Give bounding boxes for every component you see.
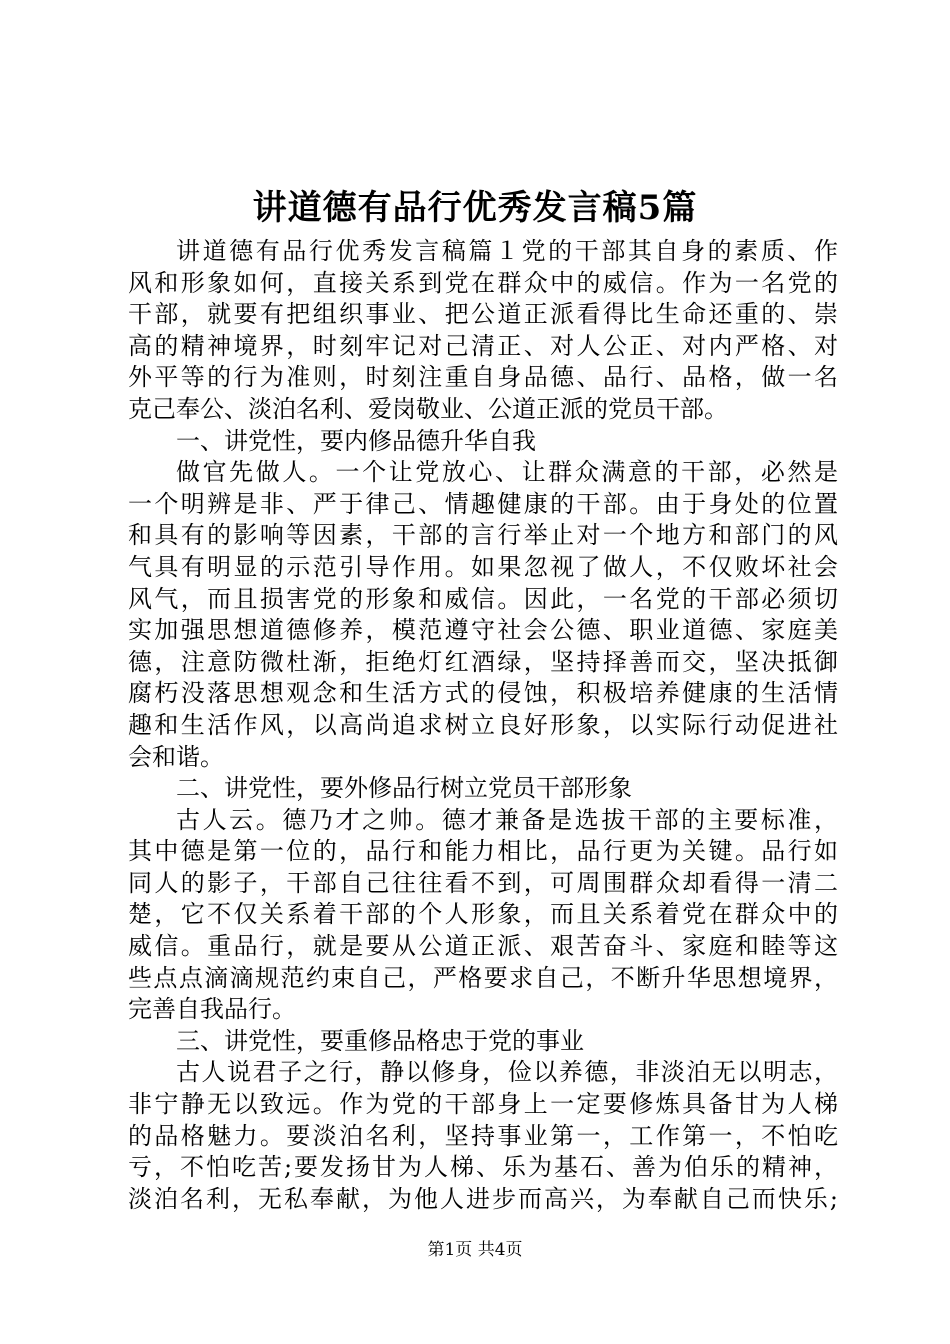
text-line: 淡泊名利，无私奉献，为他人进步而高兴，为奉献自己而快乐; xyxy=(128,1184,838,1213)
document-body xyxy=(128,236,838,1215)
text-line: 三、讲党性，要重修品格忠于党的事业 xyxy=(176,1026,584,1055)
text-line: 完善自我品行。 xyxy=(128,995,296,1024)
text-line: 高的精神境界，时刻牢记对己清正、对人公正、对内严格、对 xyxy=(128,331,838,360)
text-line: 一、讲党性，要内修品德升华自我 xyxy=(176,426,536,455)
text-line: 其中德是第一位的，品行和能力相比，品行更为关键。品行如 xyxy=(128,837,838,866)
document-title: 讲道德有品行优秀发言稿5篇 xyxy=(252,188,698,228)
text-line: 和具有的影响等因素，干部的言行举止对一个地方和部门的风 xyxy=(128,521,838,550)
text-line: 亏，不怕吃苦;要发扬甘为人梯、乐为基石、善为伯乐的精神， xyxy=(128,1153,838,1182)
text-line: 二、讲党性，要外修品行树立党员干部形象 xyxy=(176,774,632,803)
page-footer: 第1页 共4页 xyxy=(427,1240,523,1260)
text-line: 腐朽没落思想观念和生活方式的侵蚀，积极培养健康的生活情 xyxy=(128,679,838,708)
text-line: 风气，而且损害党的形象和威信。因此，一名党的干部必须切 xyxy=(128,584,838,613)
text-line: 些点点滴滴规范约束自己，严格要求自己，不断升华思想境界， xyxy=(128,963,838,992)
text-line: 做官先做人。一个让党放心、让群众满意的干部，必然是 xyxy=(176,458,838,487)
text-line: 气具有明显的示范引导作用。如果忽视了做人，不仅败坏社会 xyxy=(128,552,838,581)
text-line: 的品格魅力。要淡泊名利，坚持事业第一，工作第一，不怕吃 xyxy=(128,1121,838,1150)
text-line: 古人云。德乃才之帅。德才兼备是选拔干部的主要标准， xyxy=(176,805,838,834)
text-line: 克己奉公、淡泊名利、爱岗敬业、公道正派的党员干部。 xyxy=(128,394,728,423)
text-line: 讲道德有品行优秀发言稿篇１党的干部其自身的素质、作 xyxy=(176,237,838,265)
text-line: 非宁静无以致远。作为党的干部身上一定要修炼具备甘为人梯 xyxy=(128,1090,838,1119)
text-line: 德，注意防微杜渐，拒绝灯红酒绿，坚持择善而交，坚决抵御 xyxy=(128,647,838,676)
text-line: 同人的影子，干部自己往往看不到，可周围群众却看得一清二 xyxy=(128,868,838,897)
text-line: 一个明辨是非、严于律己、情趣健康的干部。由于身处的位置 xyxy=(128,489,838,518)
text-line: 趣和生活作风，以高尚追求树立良好形象，以实际行动促进社 xyxy=(128,710,838,739)
text-line: 威信。重品行，就是要从公道正派、艰苦奋斗、家庭和睦等这 xyxy=(128,932,838,961)
text-line: 风和形象如何，直接关系到党在群众中的威信。作为一名党的 xyxy=(128,268,838,297)
text-line: 外平等的行为准则，时刻注重自身品德、品行、品格，做一名 xyxy=(128,363,838,392)
text-line: 楚，它不仅关系着干部的个人形象，而且关系着党在群众中的 xyxy=(128,900,838,929)
text-line: 会和谐。 xyxy=(128,742,224,771)
text-line: 古人说君子之行，静以修身，俭以养德，非淡泊无以明志， xyxy=(176,1058,838,1087)
text-line: 实加强思想道德修养，模范遵守社会公德、职业道德、家庭美 xyxy=(128,616,838,645)
text-line: 干部，就要有把组织事业、把公道正派看得比生命还重的、崇 xyxy=(128,300,838,329)
